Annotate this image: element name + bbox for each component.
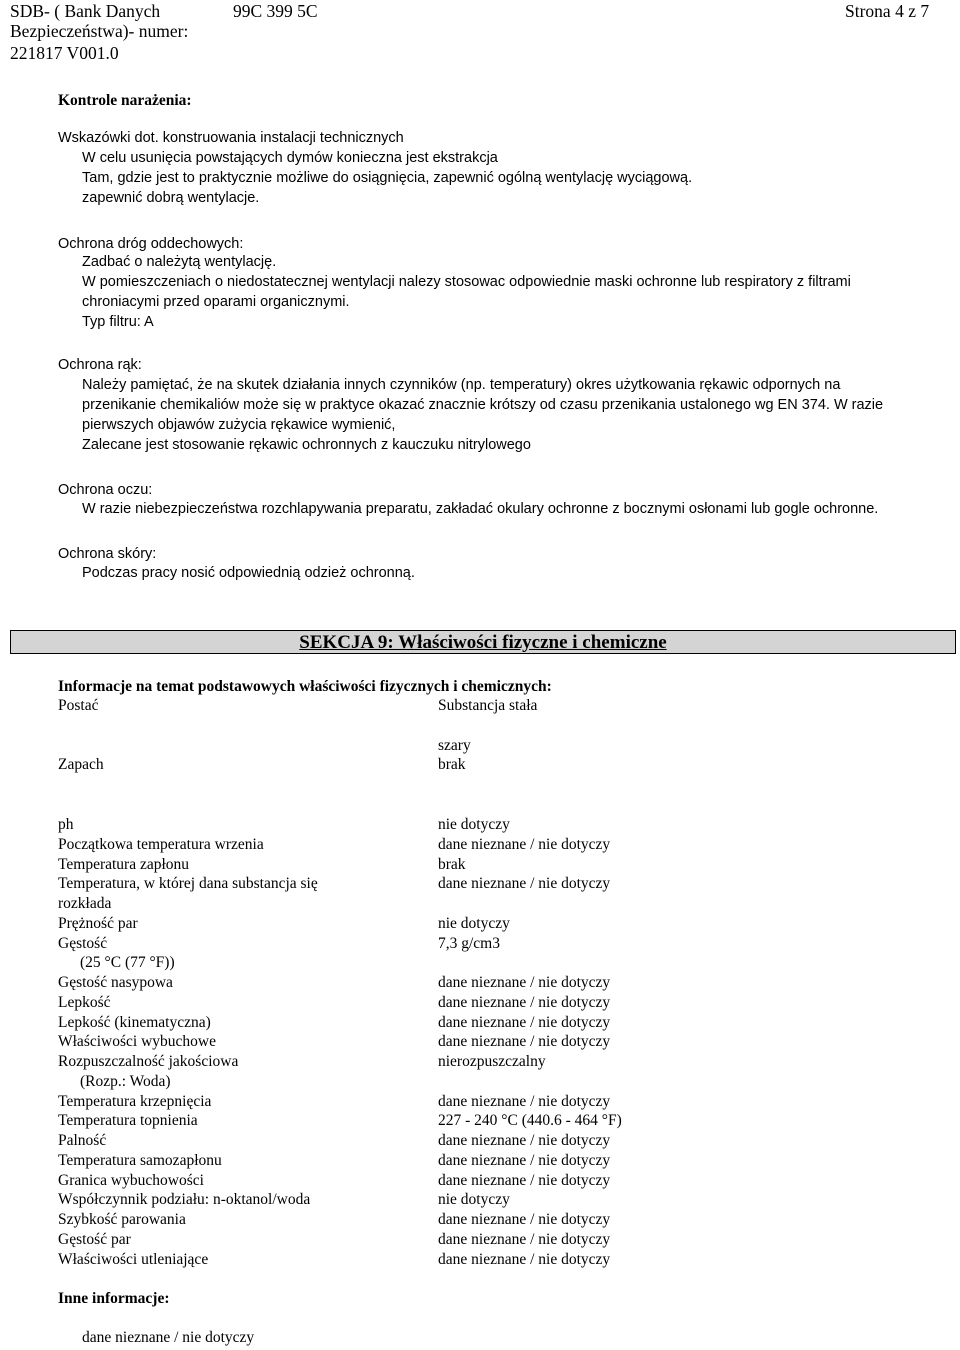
hand-line: przenikanie chemikaliów może się w praktyce okazać znacznie krótszy od czasu przenikania ustalonego wg EN 374. W razie (82, 397, 884, 413)
engineering-line: W celu usunięcia powstających dymów konieczna jest ekstrakcja (82, 150, 498, 166)
property-label: Temperatura topnienia (58, 1112, 198, 1130)
skin-protection-title: Ochrona skóry: (58, 546, 157, 562)
section-9-title: SEKCJA 9: Właściwości fizyczne i chemiczne (299, 632, 667, 653)
hand-protection-title: Ochrona rąk: (58, 357, 142, 373)
property-label: Prężność par (58, 914, 138, 932)
property-value: nie dotyczy (438, 914, 510, 932)
property-label: Początkowa temperatura wrzenia (58, 835, 264, 853)
property-value: dane nieznane / nie dotyczy (438, 875, 611, 893)
property-label: rozkłada (58, 895, 112, 912)
property-value: dane nieznane / nie dotyczy (438, 1033, 611, 1051)
property-value: dane nieznane / nie dotyczy (438, 1092, 611, 1110)
respiratory-line: Zadbać o należytą wentylację. (82, 254, 277, 270)
property-label: Współczynnik podziału: n-oktanol/woda (58, 1191, 311, 1209)
property-value: dane nieznane / nie dotyczy (438, 1013, 611, 1031)
other-information-value: dane nieznane / nie dotyczy (82, 1329, 255, 1346)
engineering-line: zapewnić dobrą wentylacje. (82, 190, 260, 206)
hand-line: Należy pamiętać, że na skutek działania innych czynników (np. temperatury) okres użytkowania rękawic odpornych na (82, 377, 841, 393)
hand-line: Zalecane jest stosowanie rękawic ochronnych z kauczuku nitrylowego (82, 437, 531, 453)
property-value: dane nieznane / nie dotyczy (438, 1250, 611, 1268)
property-value: dane nieznane / nie dotyczy (438, 974, 611, 991)
property-label: Palność (58, 1132, 107, 1149)
property-label: (25 °C (77 °F)) (80, 954, 175, 972)
header-page-number: Strona 4 z 7 (845, 1, 930, 21)
other-information-heading: Inne informacje: (58, 1290, 170, 1307)
property-label: Granica wybuchowości (58, 1171, 204, 1189)
property-value: dane nieznane / nie dotyczy (438, 1132, 611, 1149)
respiratory-line: chroniacymi przed oparami organicznymi. (82, 294, 350, 310)
property-label: Gęstość par (58, 1230, 131, 1248)
header-document-title: SDB- ( Bank Danych (10, 1, 161, 21)
property-value: 7,3 g/cm3 (438, 934, 500, 952)
property-label: Temperatura, w której dana substancja się (58, 875, 318, 893)
property-label: ph (58, 816, 74, 833)
property-label: Lepkość (kinematyczna) (58, 1013, 211, 1031)
eye-line: W razie niebezpieczeństwa rozchlapywania preparatu, zakładać okulary ochronne z bocznymi osłonami lub gogle ochronne. (82, 501, 879, 517)
property-label: Gęstość (58, 934, 108, 952)
property-value: dane nieznane / nie dotyczy (438, 835, 611, 853)
property-value: dane nieznane / nie dotyczy (438, 1171, 611, 1189)
respiratory-line: Typ filtru: A (82, 314, 154, 330)
property-label: Gęstość nasypowa (58, 974, 173, 991)
property-value: nie dotyczy (438, 816, 510, 833)
header-product-code: 99C 399 5C (233, 1, 318, 21)
engineering-controls-title: Wskazówki dot. konstruowania instalacji technicznych (58, 130, 404, 146)
respiratory-line: W pomieszczeniach o niedostatecznej wentylacji nalezy stosowac odpowiednie maski ochronne lub respiratory z filtrami (82, 274, 851, 290)
property-value: nierozpuszczalny (438, 1053, 546, 1070)
eye-protection-title: Ochrona oczu: (58, 482, 153, 498)
basic-properties-heading: Informacje na temat podstawowych właściwości fizycznych i chemicznych: (58, 678, 552, 695)
property-label: Temperatura samozapłonu (58, 1151, 222, 1169)
form-label: Postać (58, 697, 99, 714)
property-label: Temperatura zapłonu (58, 855, 190, 873)
form-value: Substancja stała (438, 697, 538, 714)
property-value: 227 - 240 °C (440.6 - 464 °F) (438, 1112, 622, 1130)
property-value: brak (438, 855, 466, 873)
engineering-line: Tam, gdzie jest to praktycznie możliwe do osiągnięcia, zapewnić ogólną wentylację wyciągową. (82, 170, 693, 186)
skin-line: Podczas pracy nosić odpowiednią odzież ochronną. (82, 565, 415, 581)
property-value: dane nieznane / nie dotyczy (438, 993, 611, 1011)
color-value: szary (438, 737, 471, 754)
property-label: Właściwości wybuchowe (58, 1033, 216, 1051)
section-9-header-bar (10, 630, 956, 654)
hand-line: pierwszych objawów zużycia rękawice wymienić, (82, 417, 396, 433)
odor-label: Zapach (58, 756, 104, 773)
header-document-title-cont: Bezpieczeństwa)- numer: (10, 21, 189, 41)
odor-value: brak (438, 756, 466, 773)
property-label: Rozpuszczalność jakościowa (58, 1053, 239, 1070)
property-value: dane nieznane / nie dotyczy (438, 1230, 611, 1248)
exposure-controls-heading: Kontrole narażenia: (58, 92, 192, 109)
respiratory-protection-title: Ochrona dróg oddechowych: (58, 236, 244, 252)
property-value: dane nieznane / nie dotyczy (438, 1151, 611, 1169)
property-value: dane nieznane / nie dotyczy (438, 1211, 611, 1228)
property-label: Szybkość parowania (58, 1211, 186, 1228)
header-version: 221817 V001.0 (10, 43, 119, 63)
property-label: Lepkość (58, 993, 111, 1011)
property-value: nie dotyczy (438, 1191, 510, 1209)
property-label: (Rozp.: Woda) (80, 1072, 171, 1090)
property-label: Właściwości utleniające (58, 1250, 209, 1268)
property-label: Temperatura krzepnięcia (58, 1092, 212, 1110)
